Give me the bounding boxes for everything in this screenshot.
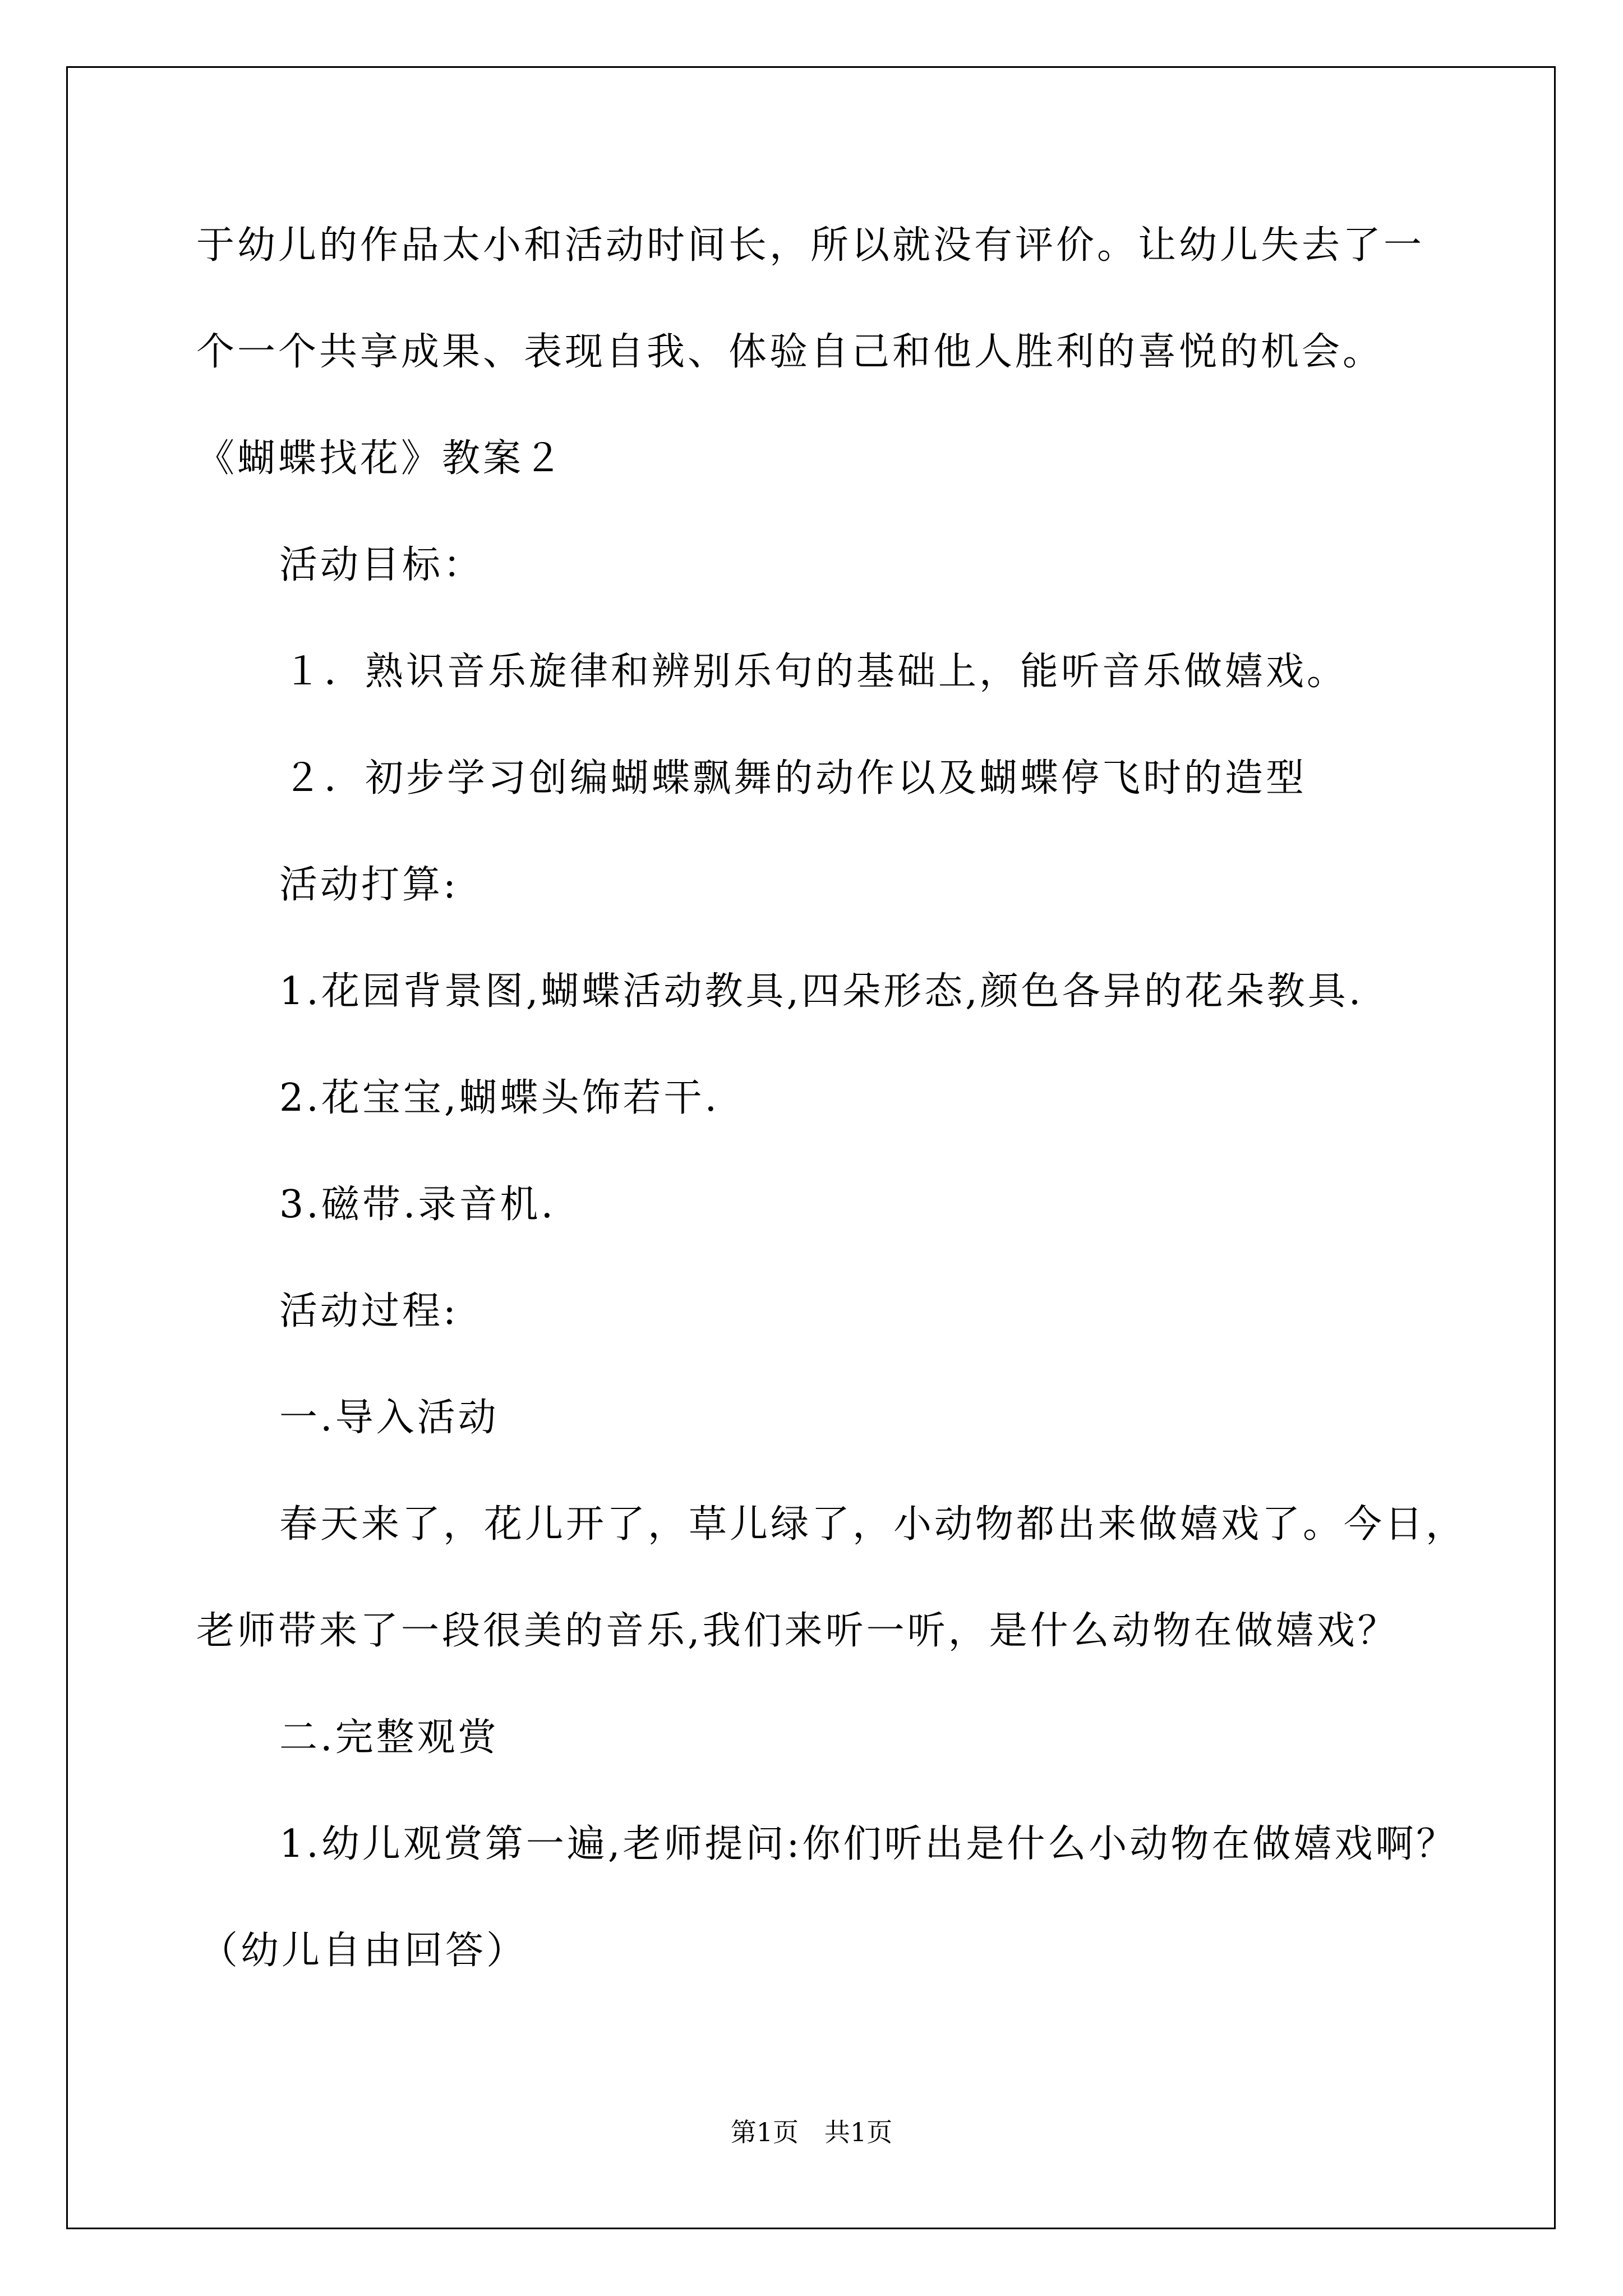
page-border (66, 66, 1556, 2229)
paragraph-line: 于幼儿的作品太小和活动时间长，所以就没有评价。让幼儿失去了一 (196, 223, 1425, 268)
paragraph-line: （幼儿自由回答） (200, 1929, 528, 1973)
paragraph-line: 老师带来了一段很美的音乐,我们来听一听，是什么动物在做嬉戏？ (196, 1609, 1399, 1653)
goal-item: ２．初步学习创编蝴蝶飘舞的动作以及蝴蝶停飞时的造型 (283, 756, 1307, 800)
heading-activity-goals: 活动目标： (279, 543, 485, 587)
process-step-heading: 一.导入活动 (279, 1396, 499, 1440)
paragraph-line: 个一个共享成果、表现自我、体验自己和他人胜利的喜悦的机会。 (196, 330, 1384, 374)
paragraph-line: 春天来了，花儿开了，草儿绿了，小动物都出来做嬉戏了。今日， (279, 1502, 1467, 1547)
goal-item: １．熟识音乐旋律和辨别乐句的基础上，能听音乐做嬉戏。 (283, 650, 1348, 694)
heading-activity-process: 活动过程: (279, 1289, 459, 1333)
preparation-item: 3.磁带.录音机. (279, 1182, 556, 1227)
section-title: 《蝴蝶找花》教案２ (196, 436, 565, 481)
heading-activity-preparation: 活动打算: (279, 863, 459, 907)
process-step-heading: 二.完整观赏 (279, 1715, 499, 1760)
page-footer: 第1页 共1页 (730, 2117, 893, 2147)
preparation-item: 1.花园背景图,蝴蝶活动教具,四朵形态,颜色各异的花朵教具. (279, 969, 1364, 1014)
paragraph-line: 1.幼儿观赏第一遍,老师提问:你们听出是什么小动物在做嬉戏啊？ (279, 1822, 1458, 1866)
preparation-item: 2.花宝宝,蝴蝶头饰若干. (279, 1076, 720, 1120)
